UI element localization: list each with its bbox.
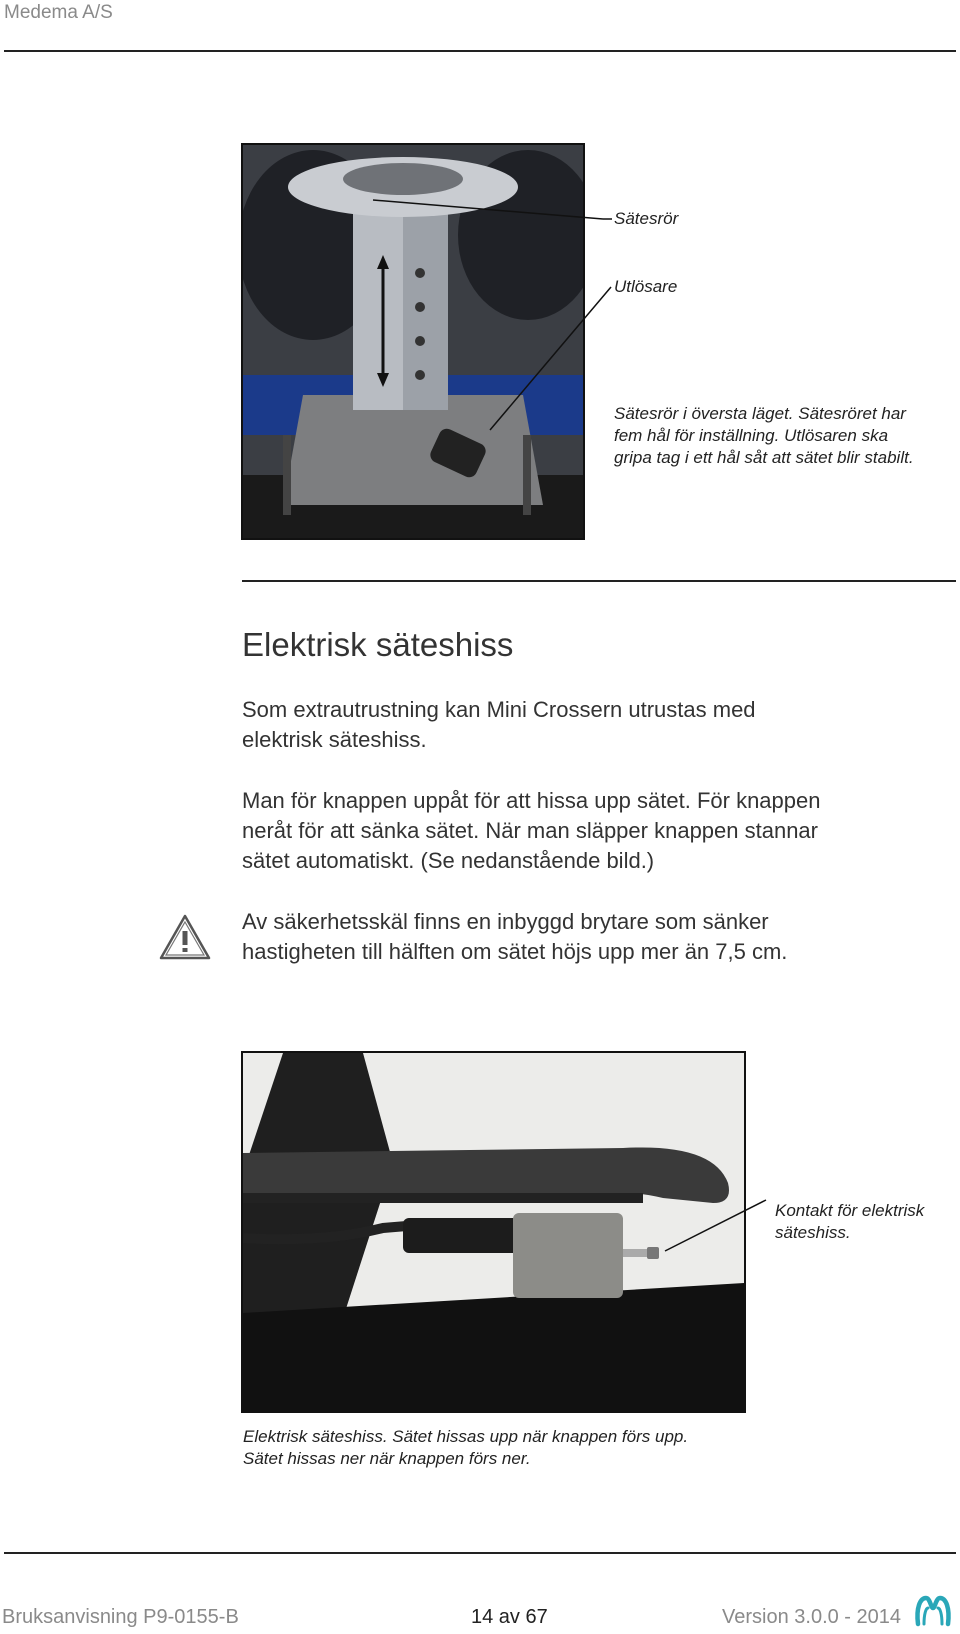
warning-text <box>242 907 952 967</box>
figure2-caption <box>243 1426 943 1470</box>
paragraph-line: sätet automatiskt. (Se nedanstående bild.) <box>242 848 655 873</box>
callout-release: Utlösare <box>614 277 678 296</box>
medema-logo-icon <box>914 1594 952 1628</box>
header-title: Medema A/S <box>4 2 113 23</box>
callout-line: Kontakt för elektrisk <box>775 1201 925 1220</box>
footer-doc-id: Bruksanvisning P9-0155-B <box>2 1606 239 1628</box>
paragraph-operation <box>242 786 952 876</box>
callout-electric-contact <box>775 1200 955 1244</box>
figure1-leader-lines <box>0 0 960 560</box>
paragraph-line: elektrisk säteshiss. <box>242 727 427 752</box>
warning-icon <box>159 914 211 960</box>
caption-line: Sätet hissas ner när knappen förs ner. <box>243 1449 531 1468</box>
footer-page-number: 14 av 67 <box>471 1606 548 1628</box>
footer-version: Version 3.0.0 - 2014 <box>722 1606 902 1628</box>
warning-line: Av säkerhetsskäl finns en inbyggd brytare som sänker <box>242 909 769 934</box>
figure1-description-line: fem hål för inställning. Utlösaren ska <box>614 426 889 445</box>
figure1-description <box>614 403 954 469</box>
callout-line: säteshiss. <box>775 1223 851 1242</box>
section-heading: Elektrisk säteshiss <box>242 626 514 663</box>
footer-rule <box>4 1552 956 1554</box>
callout-seat-tube: Sätesrör <box>614 209 679 228</box>
paragraph-line: Man för knappen uppåt för att hissa upp sätet. För knappen <box>242 788 821 813</box>
warning-line: hastigheten till hälften om sätet höjs upp mer än 7,5 cm. <box>242 939 788 964</box>
paragraph-line: neråt för att sänka sätet. När man släpper knappen stannar <box>242 818 818 843</box>
figure1-description-line: gripa tag i ett hål såt att sätet blir stabilt. <box>614 448 914 467</box>
paragraph-line: Som extrautrustning kan Mini Crossern utrustas med <box>242 697 756 722</box>
paragraph-accessory <box>242 695 942 755</box>
caption-line: Elektrisk säteshiss. Sätet hissas upp när knappen förs upp. <box>243 1427 689 1446</box>
section-rule <box>242 580 956 582</box>
figure1-description-line: Sätesrör i översta läget. Sätesröret har <box>614 404 906 423</box>
